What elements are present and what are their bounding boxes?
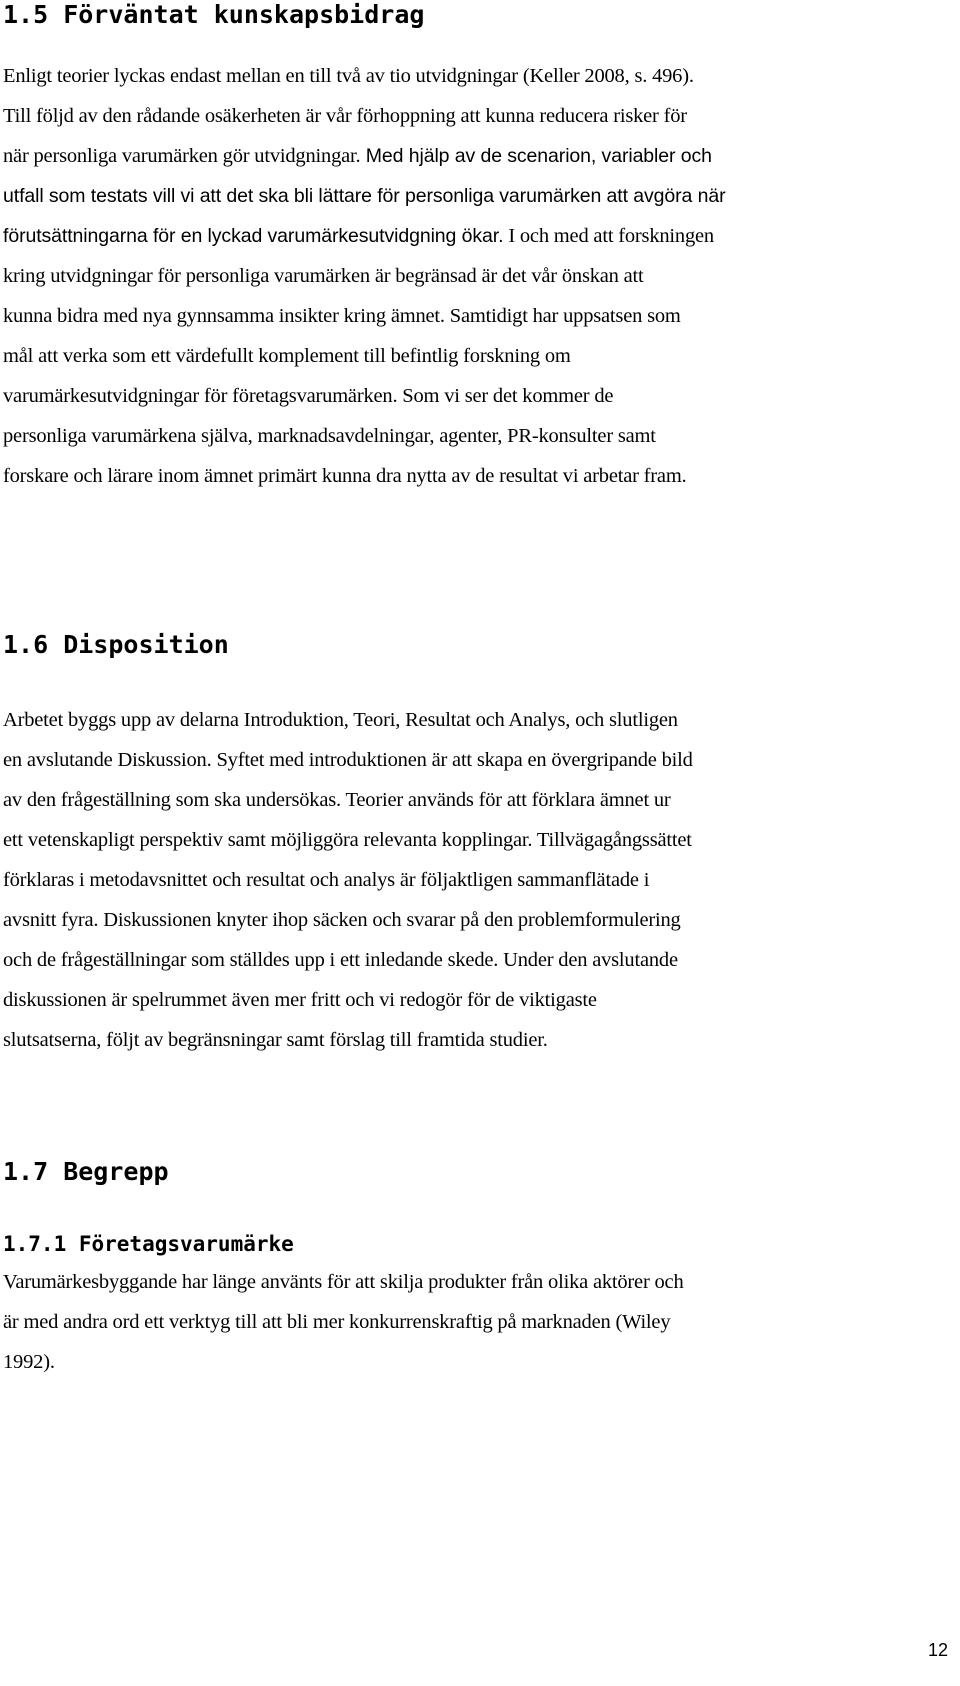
paragraph-corporate-brand bbox=[3, 1262, 955, 1382]
paragraph-line: avsnitt fyra. Diskussionen knyter ihop säcken och svarar på den problemformulering bbox=[3, 909, 681, 931]
paragraph-line: personliga varumärkena själva, marknadsavdelningar, agenter, PR-konsulter samt bbox=[3, 425, 656, 447]
paragraph-line: 1992). bbox=[3, 1351, 55, 1373]
paragraph-line-mixed bbox=[3, 136, 955, 176]
section-heading-1-6: 1.6 Disposition bbox=[3, 630, 229, 659]
paragraph-line: Till följd av den rådande osäkerheten är vår förhoppning att kunna reducera risker för bbox=[3, 105, 687, 127]
subsection-heading-1-7-1: 1.7.1 Företagsvarumärke bbox=[3, 1232, 294, 1256]
paragraph-line: förklaras i metodavsnittet och resultat och analys är följaktligen sammanflätade i bbox=[3, 869, 650, 891]
paragraph-line: ett vetenskapligt perspektiv samt möjliggöra relevanta kopplingar. Tillvägagångssättet bbox=[3, 829, 692, 851]
paragraph-line: Arbetet byggs upp av delarna Introduktion, Teori, Resultat och Analys, och slutligen bbox=[3, 709, 678, 731]
paragraph-expected-contribution bbox=[3, 56, 955, 496]
paragraph-line: av den frågeställning som ska undersökas. Teorier används för att förklara ämnet ur bbox=[3, 789, 671, 811]
paragraph-disposition bbox=[3, 700, 955, 1060]
section-heading-1-7: 1.7 Begrepp bbox=[3, 1157, 169, 1186]
line-part-serif: när personliga varumärken gör utvidgningar. bbox=[3, 145, 361, 167]
paragraph-line: Enligt teorier lyckas endast mellan en till två av tio utvidgningar (Keller 2008, s. 496). bbox=[3, 65, 694, 87]
paragraph-line: forskare och lärare inom ämnet primärt kunna dra nytta av de resultat vi arbetar fram. bbox=[3, 465, 687, 487]
paragraph-line: och de frågeställningar som ställdes upp i ett inledande skede. Under den avslutande bbox=[3, 949, 678, 971]
paragraph-line: kunna bidra med nya gynnsamma insikter kring ämnet. Samtidigt har uppsatsen som bbox=[3, 305, 681, 327]
paragraph-line: mål att verka som ett värdefullt komplement till befintlig forskning om bbox=[3, 345, 571, 367]
paragraph-line: en avslutande Diskussion. Syftet med introduktionen är att skapa en övergripande bild bbox=[3, 749, 693, 771]
paragraph-line-mixed bbox=[3, 216, 955, 256]
paragraph-line: kring utvidgningar för personliga varumärken är begränsad är det vår önskan att bbox=[3, 265, 644, 287]
line-part-serif: I och med att forskningen bbox=[503, 225, 714, 247]
line-part-sans: Med hjälp av de scenarion, variabler och bbox=[360, 145, 712, 167]
paragraph-line: Varumärkesbyggande har länge använts för att skilja produkter från olika aktörer och bbox=[3, 1271, 684, 1293]
page-number: 12 bbox=[927, 1640, 948, 1660]
paragraph-line: diskussionen är spelrummet även mer fritt och vi redogör för de viktigaste bbox=[3, 989, 597, 1011]
section-heading-1-5: 1.5 Förväntat kunskapsbidrag bbox=[3, 0, 425, 29]
paragraph-line: varumärkesutvidgningar för företagsvarumärken. Som vi ser det kommer de bbox=[3, 385, 614, 407]
paragraph-line: utfall som testats vill vi att det ska bli lättare för personliga varumärken att avgöra när bbox=[3, 185, 726, 207]
paragraph-line: slutsatserna, följt av begränsningar samt förslag till framtida studier. bbox=[3, 1029, 548, 1051]
line-part-sans: förutsättningarna för en lyckad varumärkesutvidgning ökar. bbox=[3, 225, 504, 247]
paragraph-line: är med andra ord ett verktyg till att bli mer konkurrenskraftig på marknaden (Wiley bbox=[3, 1311, 671, 1333]
